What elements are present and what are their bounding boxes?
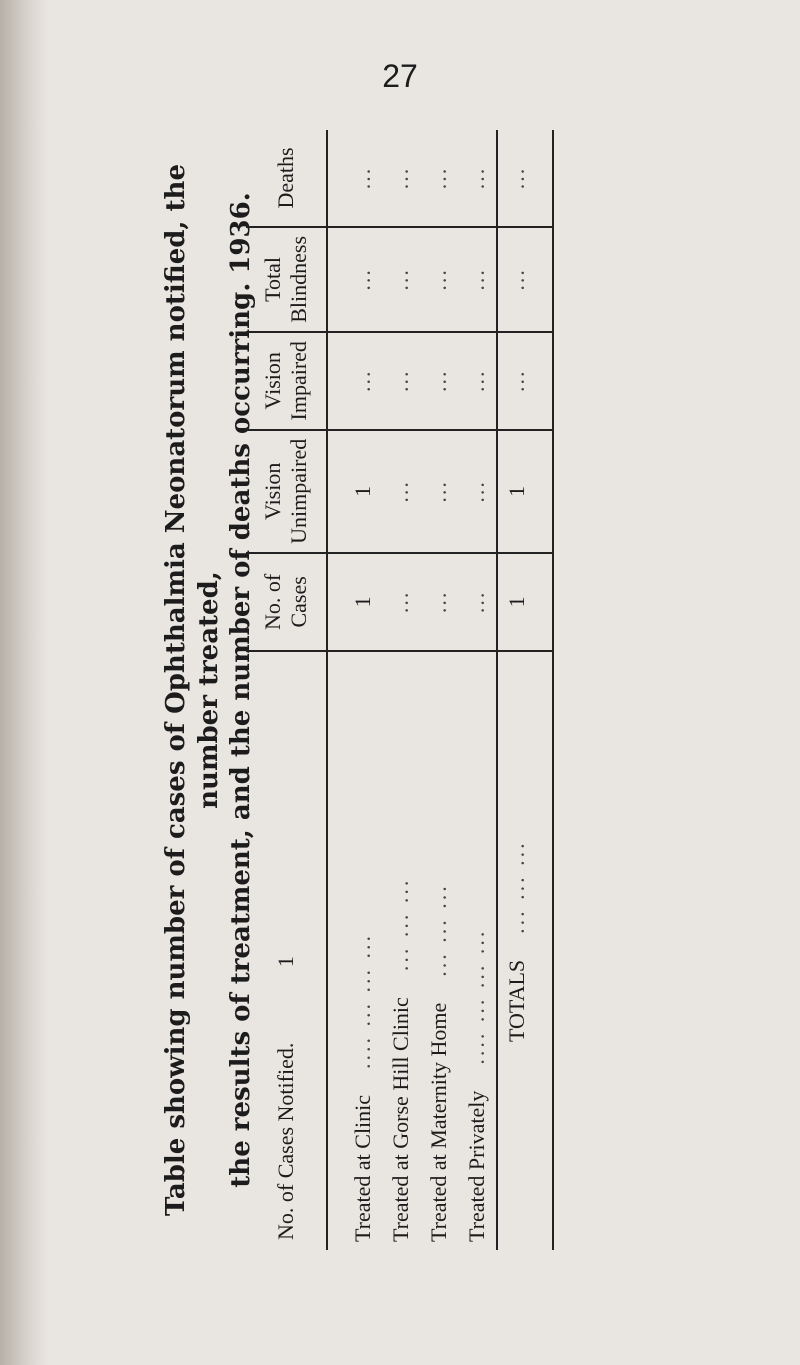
bottom-rule-row [536, 130, 553, 1250]
totals-label: TOTALS [504, 959, 529, 1042]
row-leader-dots: .... ... ... ... [350, 932, 375, 1069]
table-title [160, 130, 258, 1250]
row-label: Treated at Gorse Hill Clinic [388, 997, 413, 1242]
title-line-2: the results of treatment, and the number of deaths occurring. 1936. [226, 192, 256, 1188]
totals-unimpaired: 1 [497, 430, 536, 553]
row-label-cell [382, 651, 420, 1250]
row-label: Treated Privately [464, 1090, 489, 1242]
spacer-row [327, 130, 344, 1250]
header-blindness: Total Blindness [246, 227, 327, 332]
row-label-cell [420, 651, 458, 1250]
cell-impaired: ... [344, 332, 382, 430]
cell-unimpaired: 1 [344, 430, 382, 553]
header-impaired: Vision Impaired [246, 332, 327, 430]
cell-blindness: ... [382, 227, 420, 332]
cell-impaired: ... [458, 332, 497, 430]
header-deaths: Deaths [246, 130, 327, 227]
cell-unimpaired: ... [420, 430, 458, 553]
totals-deaths: ... [497, 130, 536, 227]
cell-deaths: ... [382, 130, 420, 227]
row-leader-dots: ... ... ... [426, 883, 451, 977]
cell-unimpaired: ... [382, 430, 420, 553]
table-row [458, 130, 497, 1250]
header-notified-value: 1 [272, 956, 298, 968]
cell-impaired: ... [420, 332, 458, 430]
cell-deaths: ... [420, 130, 458, 227]
row-label: Treated at Maternity Home [426, 1002, 451, 1242]
cell-deaths: ... [344, 130, 382, 227]
header-cases: No. of Cases [246, 553, 327, 651]
scan-edge [0, 0, 48, 1365]
cell-blindness: ... [344, 227, 382, 332]
cell-deaths: ... [458, 130, 497, 227]
row-leader-dots: .... ... ... ... [464, 928, 489, 1065]
totals-leader-dots: ... ... ... [504, 840, 529, 934]
cell-cases: 1 [344, 553, 382, 651]
row-label-cell [344, 651, 382, 1250]
cell-blindness: ... [458, 227, 497, 332]
header-row [246, 130, 327, 1250]
totals-cases: 1 [497, 553, 536, 651]
cell-cases: ... [420, 553, 458, 651]
table-row [382, 130, 420, 1250]
header-notified-label: No. of Cases Notified. [272, 1042, 298, 1240]
page-number: 27 [382, 58, 418, 94]
rotated-table-block [160, 130, 700, 1250]
title-line-1: Table showing number of cases of Ophthalmia Neonatorum notified, the number treated, [161, 164, 224, 1217]
ophthalmia-table [246, 130, 554, 1250]
table-row [344, 130, 382, 1250]
row-label: Treated at Clinic [350, 1094, 375, 1242]
row-leader-dots: ... ... ... [388, 877, 413, 972]
totals-row [497, 130, 536, 1250]
row-label-cell [458, 651, 497, 1250]
totals-impaired: ... [497, 332, 536, 430]
header-unimpaired: Vision Unimpaired [246, 430, 327, 553]
cell-unimpaired: ... [458, 430, 497, 553]
header-notified [246, 651, 327, 1250]
cell-cases: ... [382, 553, 420, 651]
totals-label-cell [497, 651, 536, 1250]
cell-blindness: ... [420, 227, 458, 332]
cell-cases: ... [458, 553, 497, 651]
cell-impaired: ... [382, 332, 420, 430]
totals-blindness: ... [497, 227, 536, 332]
table-row [420, 130, 458, 1250]
